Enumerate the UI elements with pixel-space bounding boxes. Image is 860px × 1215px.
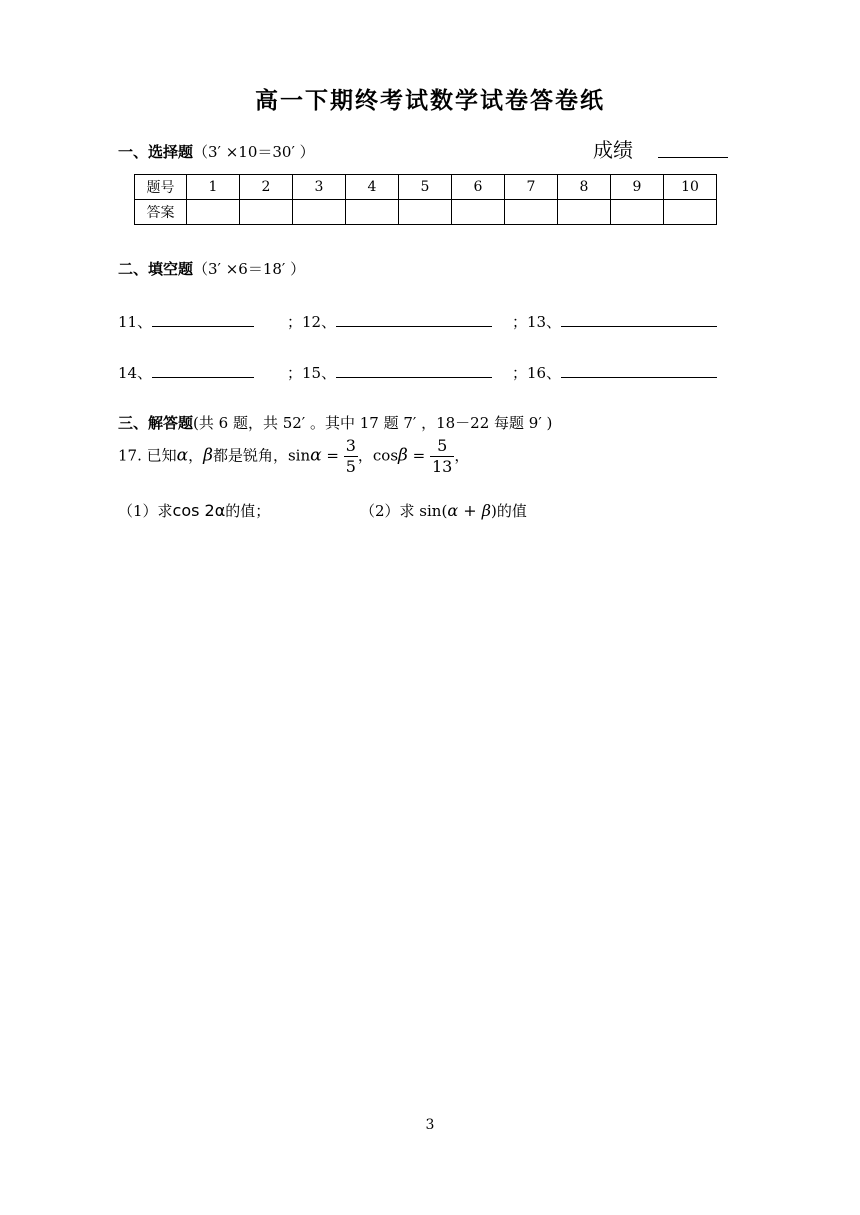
answer-cell[interactable] <box>505 200 558 225</box>
section1-heading <box>118 141 315 162</box>
fill-blank[interactable] <box>152 363 254 378</box>
table-cell-number: 4 <box>346 175 399 200</box>
fill-label: ；16、 <box>512 364 562 382</box>
fill-blank[interactable] <box>561 312 717 327</box>
equals-sign: = <box>321 446 344 465</box>
beta-symbol: β <box>398 445 408 466</box>
fill-blank[interactable] <box>561 363 717 378</box>
table-cell-number: 8 <box>558 175 611 200</box>
fill-item <box>512 362 717 383</box>
fill-label: ；12、 <box>287 313 337 331</box>
table-cell-number: 1 <box>187 175 240 200</box>
table-cell-number: 3 <box>293 175 346 200</box>
q17-prefix: 17. 已知 <box>118 446 177 465</box>
part1-math: cos 2α <box>172 501 226 520</box>
table-cell-number: 10 <box>664 175 717 200</box>
fill-item <box>287 311 492 332</box>
table-row-answers <box>135 200 717 225</box>
table-header-answer: 答案 <box>135 200 187 225</box>
answer-cell[interactable] <box>240 200 293 225</box>
section3-heading <box>118 412 552 433</box>
page-number: 3 <box>425 1117 435 1133</box>
answer-cell[interactable] <box>558 200 611 225</box>
score-blank[interactable] <box>658 157 728 158</box>
section3-label: 三、解答题 <box>118 414 194 432</box>
fraction-sin <box>344 436 358 477</box>
table-cell-number: 7 <box>505 175 558 200</box>
fill-blank[interactable] <box>152 312 254 327</box>
alpha-symbol: α <box>310 445 322 466</box>
q17-end: ， <box>454 446 470 465</box>
fill-item <box>118 311 254 332</box>
part2-suffix: )的值 <box>490 502 527 520</box>
table-cell-number: 6 <box>452 175 505 200</box>
score-label: 成绩 <box>593 138 633 162</box>
fill-item <box>287 362 492 383</box>
table-row-numbers <box>135 175 717 200</box>
section2-label: 二、填空题 <box>118 260 194 278</box>
part1-suffix: 的值； <box>225 502 271 520</box>
fill-label: ；13、 <box>512 313 562 331</box>
fill-blank[interactable] <box>336 363 492 378</box>
q17-part1 <box>118 500 270 521</box>
fill-label: 11、 <box>118 313 153 331</box>
q17-sep: ，cos <box>357 446 399 465</box>
fill-label: 14、 <box>118 364 153 382</box>
part2-math: α + β <box>447 501 491 520</box>
section2-heading <box>118 258 305 279</box>
fill-label: ；15、 <box>287 364 337 382</box>
question-17 <box>118 436 469 477</box>
answer-table <box>134 174 717 225</box>
fraction-denominator: 13 <box>431 457 453 476</box>
section1-points: （3′ ×10＝30′ ） <box>193 143 315 161</box>
fraction-numerator: 3 <box>345 436 356 455</box>
answer-cell[interactable] <box>187 200 240 225</box>
section3-points: (共 6 题，共 52′ 。其中 17 题 7′ ，18－22 每题 9′ ) <box>193 414 553 432</box>
answer-cell[interactable] <box>452 200 505 225</box>
part1-prefix: （1）求 <box>118 502 173 520</box>
beta-symbol: β <box>203 445 213 466</box>
page-title: 高一下期终考试数学试卷答卷纸 <box>255 87 605 114</box>
fill-blank[interactable] <box>336 312 492 327</box>
q17-part2 <box>360 500 527 521</box>
alpha-symbol: α <box>176 445 189 466</box>
fill-item <box>118 362 254 383</box>
answer-cell[interactable] <box>399 200 452 225</box>
q17-text: 都是锐角，sin <box>212 446 311 465</box>
section2-points: （3′ ×6＝18′ ） <box>193 260 306 278</box>
equals-sign: = <box>407 446 430 465</box>
part2-prefix: （2）求 sin( <box>360 502 448 520</box>
fraction-numerator: 5 <box>430 436 454 457</box>
answer-cell[interactable] <box>293 200 346 225</box>
answer-cell[interactable] <box>611 200 664 225</box>
table-cell-number: 5 <box>399 175 452 200</box>
fill-item <box>512 311 717 332</box>
answer-cell[interactable] <box>346 200 399 225</box>
table-header-number: 题号 <box>135 175 187 200</box>
answer-cell[interactable] <box>664 200 717 225</box>
table-cell-number: 9 <box>611 175 664 200</box>
fraction-cos <box>430 436 454 477</box>
table-cell-number: 2 <box>240 175 293 200</box>
fraction-denominator: 5 <box>345 457 356 476</box>
section1-label: 一、选择题 <box>118 143 194 161</box>
q17-sep: ， <box>188 446 204 465</box>
